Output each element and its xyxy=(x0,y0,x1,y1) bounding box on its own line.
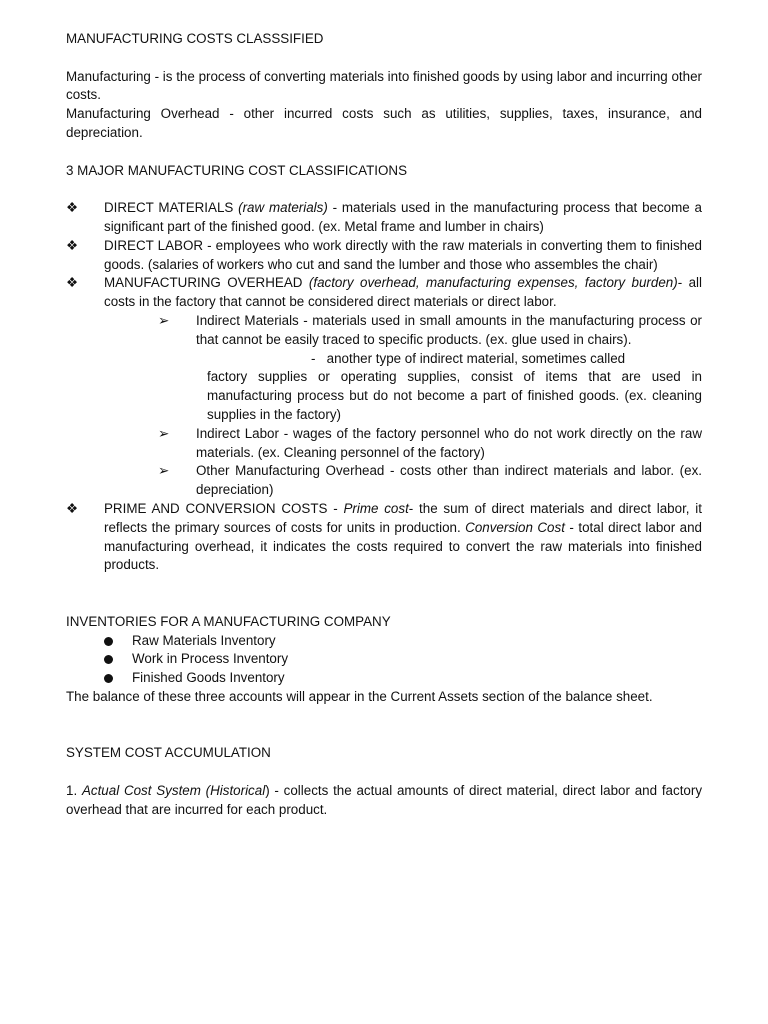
prime-cost-text: - the sum of direct materials and direct labor, it reflects the primary sources of costs for units in production. xyxy=(104,500,702,535)
indirect-materials-text: - materials used in small amounts in the manufacturing process or that cannot be easily traced to specific products. (ex. glue used in chairs). xyxy=(196,312,702,347)
bullet-dot-icon xyxy=(104,637,113,646)
list-item xyxy=(66,650,702,669)
term-overhead: MANUFACTURING OVERHEAD xyxy=(104,275,309,291)
closing-paren: ) xyxy=(265,782,270,798)
arrow-bullet-icon: ➢ xyxy=(158,425,170,441)
list-item-manufacturing-overhead xyxy=(66,274,702,312)
term-direct-labor: DIRECT LABOR xyxy=(104,237,204,253)
continuation-first-text: another type of indirect material, sometimes called xyxy=(326,350,626,366)
direct-materials-text: - materials used in the manufacturing process that become a significant part of the finished good. (ex. Metal frame and lumber in chairs) xyxy=(104,200,702,234)
overhead-text: - all costs in the factory that cannot be considered direct materials or direct labor. xyxy=(104,275,703,310)
diamond-bullet-icon: ❖ xyxy=(66,200,79,216)
term-other-overhead: Other Manufacturing Overhead xyxy=(196,463,385,479)
document-page xyxy=(66,30,702,819)
continuation-first-line xyxy=(207,350,702,369)
list-item-prime-conversion xyxy=(66,500,702,575)
sub-item-indirect-materials xyxy=(66,312,702,350)
term-manufacturing-overhead: Manufacturing Overhead xyxy=(66,106,220,122)
arrow-bullet-icon: ➢ xyxy=(158,463,170,479)
other-overhead-text: - costs other than indirect materials and labor. (ex. depreciation) xyxy=(196,463,702,498)
sub-item-indirect-labor xyxy=(66,425,702,463)
list-item xyxy=(66,669,702,688)
arrow-bullet-icon: ➢ xyxy=(158,312,170,328)
term-actual-cost-system: Actual Cost System (Historical xyxy=(81,782,266,798)
sub-item-other-overhead xyxy=(66,462,702,500)
item-number: 1. xyxy=(66,782,82,798)
term-direct-materials-alias: (raw materials) xyxy=(238,200,328,216)
term-indirect-labor: Indirect Labor xyxy=(196,425,279,441)
inventories-note: The balance of these three accounts will appear in the Current Assets section of the balance sheet. xyxy=(66,688,653,704)
cost-system-item xyxy=(66,782,702,820)
inventory-item-label: Work in Process Inventory xyxy=(132,651,289,667)
definition-manufacturing xyxy=(66,68,702,106)
term-direct-materials: DIRECT MATERIALS xyxy=(104,200,239,216)
term-indirect-materials: Indirect Materials xyxy=(196,312,299,328)
definition-manufacturing-text: - is the process of converting materials into finished goods by using labor and incurring other costs. xyxy=(66,68,702,103)
separator: - xyxy=(327,500,344,516)
diamond-bullet-icon: ❖ xyxy=(66,500,79,516)
bullet-dot-icon xyxy=(104,674,113,683)
page-title: MANUFACTURING COSTS CLASSSIFIED xyxy=(66,31,324,46)
term-overhead-alias: (factory overhead, manufacturing expenses, factory burden) xyxy=(308,275,678,291)
inventory-item-label: Raw Materials Inventory xyxy=(132,632,276,648)
definition-overhead xyxy=(66,105,702,143)
conversion-cost-text: - total direct labor and manufacturing overhead, it indicates the costs required to convert the raw materials into finished products. xyxy=(104,519,702,573)
list-item-direct-labor xyxy=(66,237,702,275)
term-conversion-cost: Conversion Cost xyxy=(465,519,565,535)
continuation-rest-text: factory supplies or operating supplies, consist of items that are used in manufacturing process but do not become a part of finished goods. (ex. cleaning supplies in the factory) xyxy=(207,369,702,422)
term-prime-cost: Prime cost xyxy=(343,500,409,516)
bullet-dot-icon xyxy=(104,655,113,664)
indirect-labor-text: - wages of the factory personnel who do not work directly on the raw materials. (ex. Cleaning personnel of the factory) xyxy=(196,425,702,460)
dash-marker: - xyxy=(311,350,316,366)
direct-labor-text: - employees who work directly with the raw materials in converting them to finished goods. (salaries of workers who cut and sand the lumber and those who assembles the chair) xyxy=(104,237,702,272)
definition-overhead-text: - other incurred costs such as utilities, supplies, taxes, insurance, and depreciation. xyxy=(66,106,703,140)
indirect-materials-continuation xyxy=(66,350,702,425)
section-heading-classifications: 3 MAJOR MANUFACTURING COST CLASSIFICATIONS xyxy=(66,162,408,178)
actual-cost-system-text: - collects the actual amounts of direct material, direct labor and factory overhead that are incurred for each product. xyxy=(66,782,703,817)
list-item-direct-materials xyxy=(66,199,702,237)
section-heading-inventories: INVENTORIES FOR A MANUFACTURING COMPANY xyxy=(66,613,391,629)
list-item xyxy=(66,632,702,651)
section-heading-cost-accumulation: SYSTEM COST ACCUMULATION xyxy=(66,745,271,761)
inventory-item-label: Finished Goods Inventory xyxy=(132,670,285,686)
diamond-bullet-icon: ❖ xyxy=(66,237,79,253)
term-manufacturing: Manufacturing xyxy=(66,68,151,84)
term-prime-conversion: PRIME AND CONVERSION COSTS xyxy=(104,500,328,516)
diamond-bullet-icon: ❖ xyxy=(66,275,79,291)
